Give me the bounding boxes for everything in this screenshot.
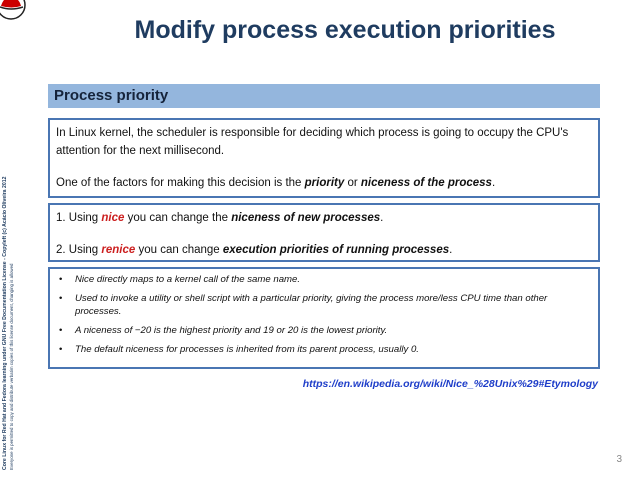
factors-text bbox=[56, 174, 592, 192]
item-number: 2. bbox=[56, 244, 66, 256]
scheduler-description-text: In Linux kernel, the scheduler is responsible for deciding which process is going to occupy the CPU's attention for the next millisecond. bbox=[56, 127, 569, 157]
list-item bbox=[56, 292, 592, 318]
list-item-text: Nice directly maps to a kernel call of the same name. bbox=[75, 274, 301, 285]
bullet-icon: • bbox=[59, 325, 63, 336]
bullet-icon: • bbox=[59, 344, 63, 355]
factors-text-pre: One of the factors for making this decision is the bbox=[56, 177, 305, 189]
list-item-text: Used to invoke a utility or shell script with a particular priority, giving the process more/less CPU time than other processes. bbox=[75, 293, 548, 317]
factors-text-post: . bbox=[491, 177, 496, 189]
item-text-post: . bbox=[449, 244, 453, 256]
section-header: Process priority bbox=[48, 84, 600, 108]
item-number: 1. bbox=[56, 212, 66, 224]
command-nice: nice bbox=[101, 212, 125, 224]
command-renice: renice bbox=[101, 244, 136, 256]
term-niceness-new: niceness of new processes bbox=[231, 212, 381, 224]
item-text-pre: Using bbox=[68, 244, 102, 256]
list-item-text: A niceness of −20 is the highest priority and 19 or 20 is the lowest priority. bbox=[75, 325, 388, 336]
notes-list bbox=[56, 273, 592, 356]
command-item-nice bbox=[56, 209, 592, 227]
factors-text-mid: or bbox=[344, 177, 361, 189]
license-side-text bbox=[2, 140, 14, 470]
item-text-mid: you can change the bbox=[124, 212, 232, 224]
page-number: 3 bbox=[616, 454, 622, 465]
item-text-post: . bbox=[380, 212, 384, 224]
list-item bbox=[56, 324, 592, 337]
notes-box bbox=[48, 267, 600, 369]
bullet-icon: • bbox=[59, 274, 63, 285]
term-execution-priorities: execution priorities of running processes bbox=[222, 244, 450, 256]
license-line-1: Core Linux for Red Hat and Fedora learning under GNU Free Documentation License - Copyleft (c) Acácio Oliveira 2012 bbox=[2, 176, 8, 470]
list-item bbox=[56, 343, 592, 356]
item-text-pre: Using bbox=[68, 212, 102, 224]
command-item-renice bbox=[56, 241, 592, 259]
list-item-text: The default niceness for processes is inherited from its parent process, usually 0. bbox=[75, 344, 419, 355]
bullet-icon: • bbox=[59, 293, 63, 304]
list-item bbox=[56, 273, 592, 286]
item-text-mid: you can change bbox=[135, 244, 223, 256]
slide-title: Modify process execution priorities bbox=[134, 16, 556, 44]
red-hat-logo-icon bbox=[0, 0, 30, 20]
term-niceness: niceness of the process bbox=[360, 177, 492, 189]
license-line-2: Everyone is permitted to copy and distribute verbatim copies of this license document, changing is allowed bbox=[9, 263, 14, 470]
term-priority: priority bbox=[304, 177, 345, 189]
wikipedia-link[interactable]: https://en.wikipedia.org/wiki/Nice_%28Unix%29#Etymology bbox=[302, 378, 598, 390]
commands-box bbox=[48, 203, 600, 262]
scheduler-description-box bbox=[48, 118, 600, 198]
